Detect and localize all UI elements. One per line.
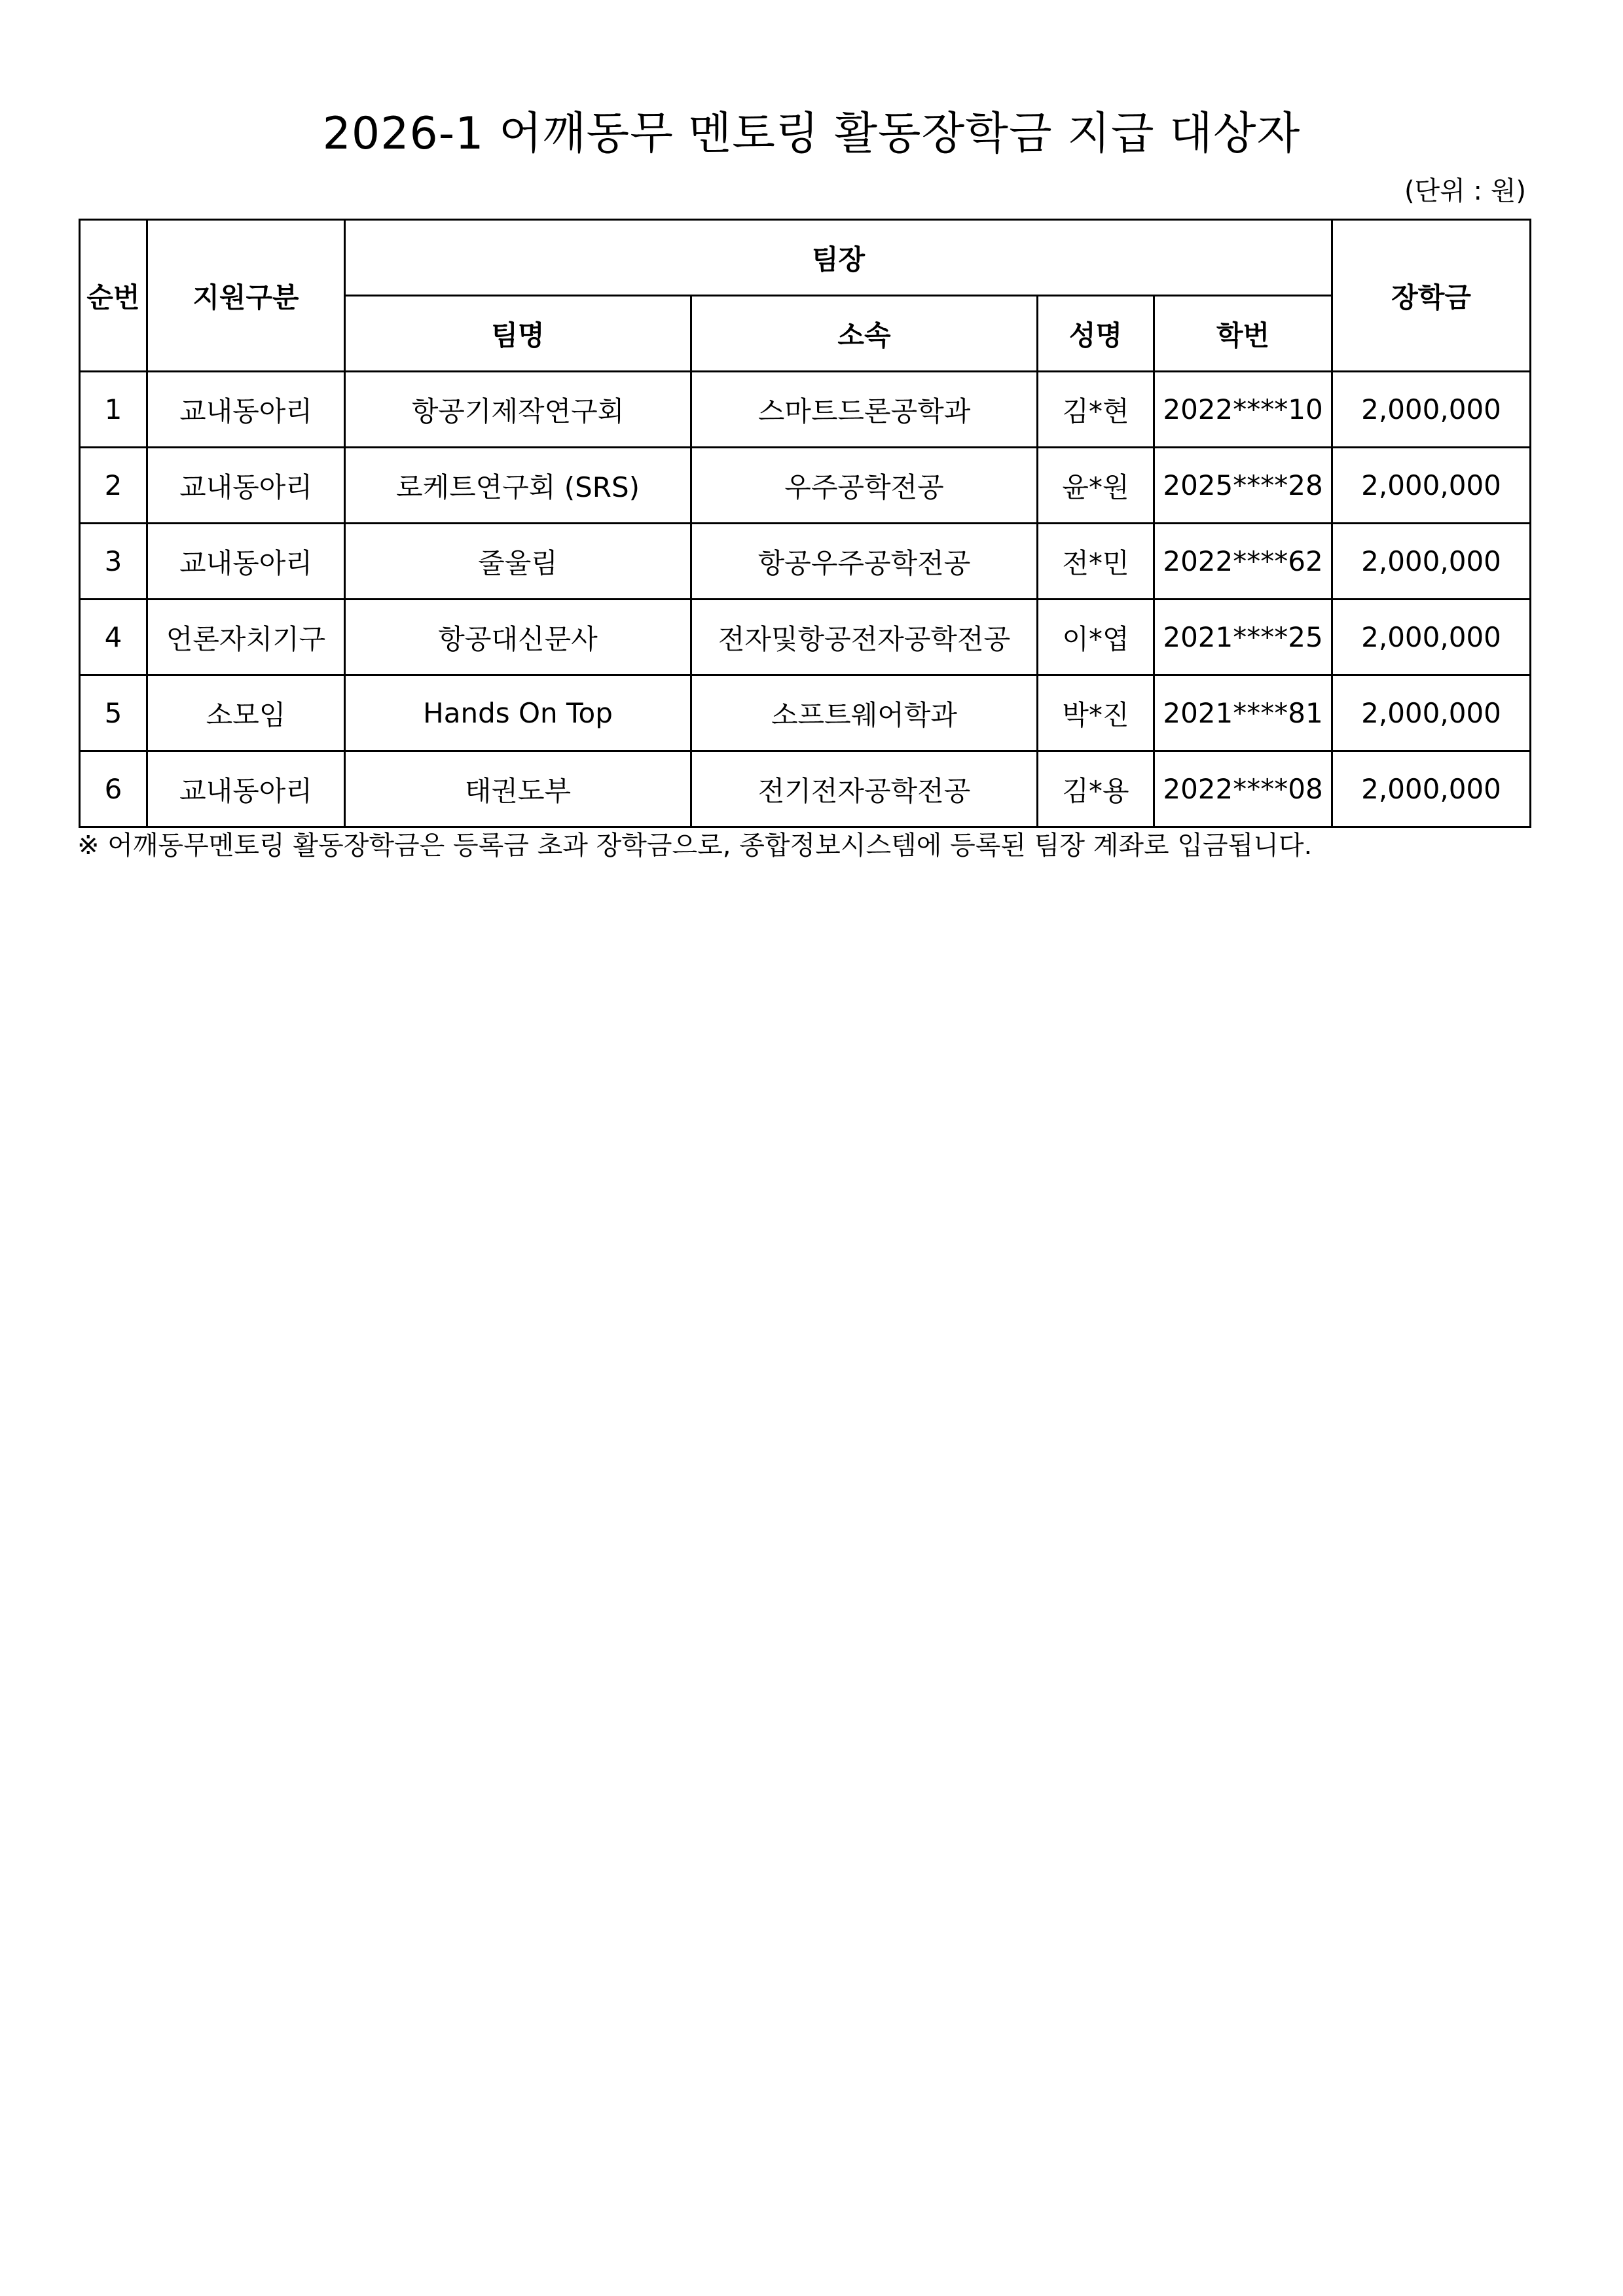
cell-affiliation: 항공우주공학전공	[691, 524, 1038, 600]
header-scholarship: 장학금	[1332, 220, 1531, 372]
header-no: 순번	[80, 220, 147, 372]
cell-name: 김*용	[1038, 751, 1154, 827]
cell-affiliation: 우주공학전공	[691, 448, 1038, 524]
header-name: 성명	[1038, 296, 1154, 372]
header-leader-group: 팀장	[345, 220, 1332, 296]
cell-name: 전*민	[1038, 524, 1154, 600]
cell-scholarship: 2,000,000	[1332, 675, 1531, 751]
cell-affiliation: 소프트웨어학과	[691, 675, 1038, 751]
unit-label: (단위 : 원)	[1404, 176, 1526, 206]
header-student-id: 학번	[1154, 296, 1332, 372]
cell-no: 1	[80, 372, 147, 448]
table-row	[80, 372, 1531, 448]
cell-affiliation: 전기전자공학전공	[691, 751, 1038, 827]
cell-name: 이*엽	[1038, 600, 1154, 675]
cell-team-name: 항공기제작연구회	[345, 372, 691, 448]
cell-student-id: 2022****10	[1154, 372, 1332, 448]
cell-student-id: 2022****62	[1154, 524, 1332, 600]
cell-team-name: 항공대신문사	[345, 600, 691, 675]
table-row	[80, 675, 1531, 751]
cell-affiliation: 전자및항공전자공학전공	[691, 600, 1038, 675]
cell-no: 4	[80, 600, 147, 675]
cell-no: 2	[80, 448, 147, 524]
cell-affiliation: 스마트드론공학과	[691, 372, 1038, 448]
document-title: 2026-1 어깨동무 멘토링 활동장학금 지급 대상자	[322, 108, 1301, 160]
cell-scholarship: 2,000,000	[1332, 372, 1531, 448]
cell-category: 소모임	[147, 675, 345, 751]
cell-category: 교내동아리	[147, 524, 345, 600]
cell-team-name: 로케트연구회 (SRS)	[345, 448, 691, 524]
cell-name: 박*진	[1038, 675, 1154, 751]
cell-student-id: 2022****08	[1154, 751, 1332, 827]
cell-name: 윤*원	[1038, 448, 1154, 524]
table-header-row	[80, 220, 1531, 296]
cell-team-name: 줄울림	[345, 524, 691, 600]
header-affiliation: 소속	[691, 296, 1038, 372]
table-row	[80, 448, 1531, 524]
table-row	[80, 600, 1531, 675]
recipients-table	[79, 219, 1531, 828]
cell-scholarship: 2,000,000	[1332, 600, 1531, 675]
cell-scholarship: 2,000,000	[1332, 751, 1531, 827]
footnote: ※ 어깨동무멘토링 활동장학금은 등록금 초과 장학금으로, 종합정보시스템에 등록된 팀장 계좌로 입금됩니다.	[77, 831, 1313, 861]
cell-no: 5	[80, 675, 147, 751]
cell-student-id: 2021****81	[1154, 675, 1332, 751]
header-category: 지원구분	[147, 220, 345, 372]
cell-category: 언론자치기구	[147, 600, 345, 675]
table-row	[80, 751, 1531, 827]
cell-student-id: 2021****25	[1154, 600, 1332, 675]
cell-team-name: Hands On Top	[345, 675, 691, 751]
cell-no: 3	[80, 524, 147, 600]
cell-student-id: 2025****28	[1154, 448, 1332, 524]
cell-scholarship: 2,000,000	[1332, 524, 1531, 600]
cell-category: 교내동아리	[147, 448, 345, 524]
cell-team-name: 태권도부	[345, 751, 691, 827]
cell-category: 교내동아리	[147, 751, 345, 827]
header-team-name: 팀명	[345, 296, 691, 372]
table-row	[80, 524, 1531, 600]
cell-no: 6	[80, 751, 147, 827]
cell-scholarship: 2,000,000	[1332, 448, 1531, 524]
cell-category: 교내동아리	[147, 372, 345, 448]
cell-name: 김*현	[1038, 372, 1154, 448]
